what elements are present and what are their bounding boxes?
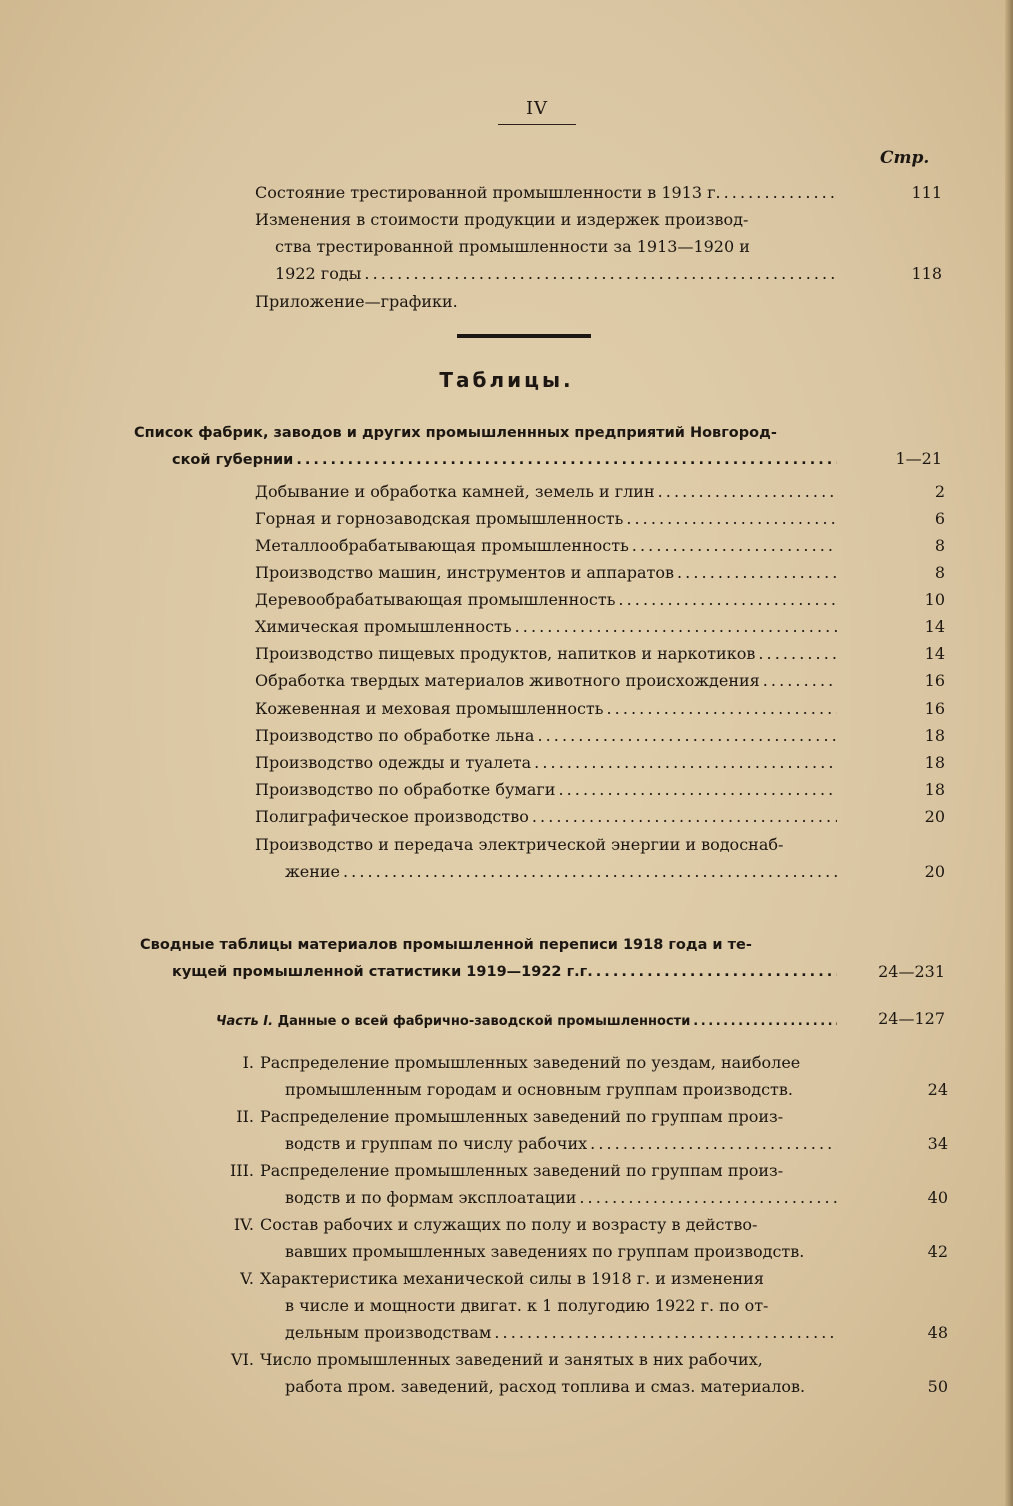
list-item: Добывание и обработка камней, земель и глин . . .: [255, 478, 840, 505]
toc-entry-line: ства трестированной промышленности за 1913—1920 и: [275, 237, 750, 256]
list-item: Кожевенная и меховая промышленность . . .: [255, 695, 840, 722]
part-text: Данные о всей фабрично-заводской промышленности: [277, 1014, 691, 1029]
toc-page: 18: [924, 726, 945, 745]
list-item: Горная и горнозаводская промышленность . . .: [255, 505, 840, 532]
part-label: Часть I.: [216, 1014, 274, 1029]
tables-heading: Таблицы.: [439, 368, 574, 392]
toc-page: 40: [927, 1188, 948, 1207]
table-numeral: IV.: [233, 1215, 254, 1234]
toc-page: 20: [924, 807, 945, 826]
list-item: Производство машин, инструментов и аппаратов . . .: [255, 559, 840, 586]
toc-entry: Состояние трестированной промышленности в 1913 г. . . .: [255, 179, 840, 206]
page-number: IV: [525, 98, 549, 119]
table-numeral: I.: [242, 1053, 254, 1072]
toc-page: 1—21: [895, 449, 942, 468]
toc-page: 111: [911, 183, 942, 202]
section-title: кущей промышленной статистики 1919—1922 г.г. . . .: [172, 959, 840, 986]
list-item: жение . . .: [285, 858, 840, 885]
toc-page: 42: [927, 1242, 948, 1261]
toc-page: 14: [924, 617, 945, 636]
table-entry-line: Распределение промышленных заведений по группам произ-: [260, 1107, 784, 1126]
table-entry-line: в числе и мощности двигат. к 1 полугодию 1922 г. по от-: [285, 1296, 769, 1315]
toc-page: 34: [927, 1134, 948, 1153]
toc-page: 2: [934, 482, 945, 501]
toc-page: 48: [927, 1323, 948, 1342]
table-entry-line: Распределение промышленных заведений по группам произ-: [260, 1161, 784, 1180]
toc-page: 24—127: [878, 1009, 945, 1028]
toc-page: 24—231: [878, 962, 945, 981]
list-item: Деревообрабатывающая промышленность . . .: [255, 586, 840, 613]
page-column-label: Стр.: [880, 148, 930, 168]
table-entry: водств и группам по числу рабочих . . .: [285, 1130, 840, 1157]
toc-entry: Приложение—графики.: [255, 292, 458, 311]
toc-page: 8: [934, 563, 945, 582]
toc-page: 50: [927, 1377, 948, 1396]
toc-entry-line: Изменения в стоимости продукции и издержек производ-: [255, 210, 749, 229]
part-title: [216, 1008, 840, 1035]
list-item: Производство по обработке льна . . .: [255, 722, 840, 749]
list-item: Полиграфическое производство . . .: [255, 803, 840, 830]
toc-page: 24: [927, 1080, 948, 1099]
section-title-line: Сводные таблицы материалов промышленной переписи 1918 года и те-: [140, 937, 752, 953]
list-item: Производство пищевых продуктов, напитков и наркотиков . . .: [255, 640, 840, 667]
toc-page: 16: [924, 699, 945, 718]
table-entry: промышленным городам и основным группам производств.: [285, 1080, 793, 1099]
section-title-line: Список фабрик, заводов и других промышленнных предприятий Новгород-: [134, 425, 777, 441]
table-numeral: VI.: [231, 1350, 254, 1369]
toc-page: 8: [934, 536, 945, 555]
toc-page: 16: [924, 671, 945, 690]
table-entry: работа пром. заведений, расход топлива и смаз. материалов.: [285, 1377, 806, 1396]
table-entry-line: Состав рабочих и служащих по полу и возрасту в действо-: [260, 1215, 758, 1234]
section-divider: [457, 334, 591, 338]
page-number-rule: [498, 124, 576, 125]
table-entry-line: Число промышленных заведений и занятых в них рабочих,: [260, 1350, 763, 1369]
list-item: Металлообрабатывающая промышленность . . .: [255, 532, 840, 559]
toc-page: 10: [924, 590, 945, 609]
table-entry-line: Распределение промышленных заведений по уездам, наиболее: [260, 1053, 801, 1072]
table-entry-line: Характеристика механической силы в 1918 г. и изменения: [260, 1269, 764, 1288]
toc-page: 18: [924, 753, 945, 772]
table-numeral: III.: [229, 1161, 254, 1180]
table-entry: дельным производствам . . .: [285, 1319, 840, 1346]
list-item: Производство по обработке бумаги . . .: [255, 776, 840, 803]
toc-page: 118: [911, 264, 942, 283]
table-entry: вавших промышленных заведениях по группам производств.: [285, 1242, 805, 1261]
toc-page: 14: [924, 644, 945, 663]
toc-page: 18: [924, 780, 945, 799]
list-item: Обработка твердых материалов животного происхождения . . .: [255, 667, 840, 694]
table-entry: водств и по формам эксплоатации . . .: [285, 1184, 840, 1211]
list-item-line: Производство и передача электрической энергии и водоснаб-: [255, 835, 784, 854]
list-item: Производство одежды и туалета . . .: [255, 749, 840, 776]
table-numeral: V.: [240, 1269, 254, 1288]
toc-page: 20: [924, 862, 945, 881]
toc-page: 6: [934, 509, 945, 528]
table-numeral: II.: [236, 1107, 254, 1126]
toc-entry: 1922 годы . . .: [275, 260, 840, 287]
list-item: Химическая промышленность . . .: [255, 613, 840, 640]
section-title: ской губернии . . .: [172, 447, 840, 474]
